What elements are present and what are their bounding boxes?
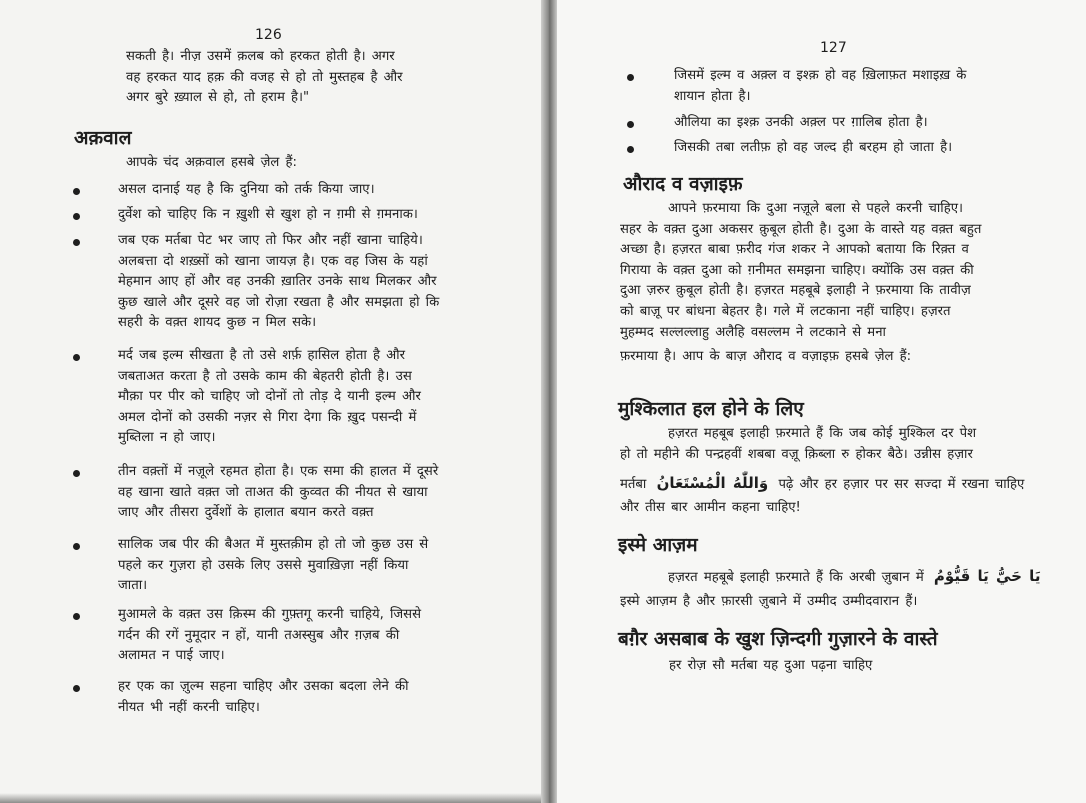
text-line: मौक़ा पर पीर को चाहिए जो दोनों तो तोड़ दे यानी इल्म और xyxy=(118,389,421,405)
section-paragraph xyxy=(669,656,872,677)
bullet-dot xyxy=(73,613,80,620)
text-line: असल दानाई यह है कि दुनिया को तर्क किया जाए। xyxy=(118,182,375,197)
text-line: सहरी के वक़्त शायद कुछ न मिल सके। xyxy=(118,315,317,331)
list-item xyxy=(118,605,421,667)
text-line: दुर्वेश को चाहिए कि न ख़ुशी से खुश हो न ग़मी से ग़मनाक। xyxy=(118,207,418,222)
text-line: नीयत भी नहीं करनी चाहिए। xyxy=(118,699,260,715)
text-line: जबताअत करता है तो उसके काम की बेहतरी होती है। उस xyxy=(118,368,412,384)
list-item xyxy=(118,180,375,201)
bullet-dot xyxy=(73,685,80,692)
bullet-dot xyxy=(73,188,80,195)
arabic-dua: وَاللّٰهُ الْمُسْتَعَانُ xyxy=(656,474,769,493)
text-line: कुछ खाले और दूसरे वह जो रोज़ा रखता है और समझता हो कि xyxy=(118,294,440,310)
text-line: मुआमले के वक़्त उस क़िस्म की गुफ़्तगू करनी चाहिये, जिससे xyxy=(118,607,422,622)
text-line: वह हरकत याद हक़ की वजह से हो तो मुस्तहब है और xyxy=(126,69,403,85)
text-line: मुब्तिला न हो जाए। xyxy=(118,430,216,446)
text-line: हज़रत महबूब इलाही फ़रमाते हैं कि जब कोई मुश्किल दर पेश xyxy=(668,426,977,441)
bullet-dot xyxy=(73,213,80,220)
text-line: अलामत न पाई जाए। xyxy=(118,648,225,664)
text-line: जब एक मर्तबा पेट भर जाए तो फिर और नहीं खाना चाहिये। xyxy=(118,233,423,248)
text-line: अच्छा है। हज़रत बाबा फ़रीद गंज शकर ने आपको बताया कि रिक़्त व xyxy=(620,242,969,258)
page-number: 126 xyxy=(255,27,282,43)
text-line: अमल दोनों को उसकी नज़र से गिरा देगा कि ख़ुद पसन्दी में xyxy=(118,409,417,425)
text-line: हर रोज़ सौ मर्तबा यह दुआ पढ़ना चाहिए xyxy=(669,658,873,673)
bullet-dot xyxy=(73,543,80,550)
bullet-dot xyxy=(73,470,80,477)
text-line: तीन वक़्तों में नज़ूले रहमत होता है। एक समा की हालत में दूसरे xyxy=(118,464,439,479)
bullet-dot xyxy=(627,146,634,153)
list-item xyxy=(118,205,418,226)
text-line: सालिक जब पीर की बैअत में मुस्तक़ीम हो तो जो कुछ उस से xyxy=(118,537,429,552)
bullet-dot xyxy=(627,121,634,128)
section-heading: औराद व वज़ाइफ़ xyxy=(623,173,743,195)
text-line: सहर के वक़्त दुआ अकसर क़ुबूल होती है। दुआ के वास्ते यह वक़्त बहुत xyxy=(620,221,982,237)
text-span: मर्तबा xyxy=(620,477,647,493)
text-line: दुआ ज़रुर क़ुबूल होती है। हज़रत महबूबे इलाही ने फ़रमाया कि तावीज़ xyxy=(620,283,971,299)
text-line: हो तो महीने की पन्द्रहवीं शबबा वज़ू क़िब्ला रु होकर बैठे। उन्नीस हज़ार xyxy=(620,446,973,462)
arabic-dua: يَا حَيُّ يَا قَيُّوْمُ xyxy=(933,567,1041,585)
text-line: को बाज़ू पर बांधना बेहतर है। गले में लटकाना नहीं चाहिए। हज़रत xyxy=(620,303,951,319)
text-line: मेहमान आए हों और वह उनकी ख़ातिर उनके साथ मिलकर और xyxy=(118,274,437,290)
text-line: औलिया का इश्क़ उनकी अक़्ल पर ग़ालिब होता है। xyxy=(674,115,928,130)
text-line: गिराया के वक़्त दुआ को ग़नीमत समझना चाहिए। क्योंकि उस वक़्त की xyxy=(620,262,974,278)
bullet-dot xyxy=(627,74,634,81)
text-line: मर्द जब इल्म सीखता है तो उसे शर्फ़ हासिल होता है और xyxy=(118,348,406,363)
list-item xyxy=(118,462,438,524)
section-paragraph xyxy=(620,424,1060,518)
book-gutter xyxy=(541,0,557,803)
text-line: हर एक का ज़ुल्म सहना चाहिए और उसका बदला लेने की xyxy=(118,679,409,694)
text-line: गर्दन की रगें नुमूदार न हों, यानी तअस्सुब और ग़ज़ब की xyxy=(118,627,400,643)
text-line: और तीस बार आमीन कहना चाहिए! xyxy=(620,499,801,515)
list-item xyxy=(674,66,966,107)
text-line: जाता। xyxy=(118,578,148,594)
page-number: 127 xyxy=(820,40,847,56)
list-item xyxy=(674,138,952,159)
section-heading: अक़वाल xyxy=(74,127,132,149)
opening-paragraph xyxy=(126,47,403,109)
bullet-dot xyxy=(73,239,80,246)
list-item xyxy=(118,231,439,334)
text-span: पढ़े और हर हज़ार पर सर सज्दा में रखना चाहिए xyxy=(778,477,1025,493)
section-intro: आपके चंद अक़वाल हसबे ज़ेल हैं: xyxy=(126,155,297,170)
section-heading: बग़ैर असबाब के खुश ज़िन्दगी गुज़ारने के वास्ते xyxy=(618,628,938,650)
text-line: सकती है। नीज़ उसमें क़लब को हरकत होती है। अगर xyxy=(126,49,395,64)
text-line: वह खाना खाते वक़्त जो ताअत की कुव्वत की नीयत से खाया xyxy=(118,484,428,500)
section-heading: इस्मे आज़म xyxy=(618,534,698,556)
text-line: अगर बुरे ख़्याल से हो, तो हराम है।" xyxy=(126,90,310,106)
text-line: इस्मे आज़म है और फ़ारसी ज़ुबाने में उम्मीद उम्मीदवारान हैं। xyxy=(620,593,918,609)
section-paragraph xyxy=(620,199,1040,368)
text-span: हज़रत महबूबे इलाही फ़रमाते हैं कि अरबी ज़ुबान में xyxy=(668,570,924,585)
text-line: जाए और तीसरा दुर्वेशों के हालात बयान करते वक़्त xyxy=(118,505,374,521)
section-heading: मुश्किलात हल होने के लिए xyxy=(618,398,804,420)
text-line: जिसमें इल्म व अक़्ल व इश्क़ हो वह ख़िलाफ़त मशाइख़ के xyxy=(674,68,967,83)
text-line: मुहम्मद सल्लल्लाहु अलैहि वसल्लम ने लटकाने से मना xyxy=(620,324,886,340)
text-line-with-arabic xyxy=(620,473,1060,496)
page-edge-shadow xyxy=(0,793,548,803)
text-line: शायान होता है। xyxy=(674,88,751,104)
list-item xyxy=(118,346,421,449)
text-line: आपने फ़रमाया कि दुआ नज़ूले बला से पहले करनी चाहिए। xyxy=(668,201,963,216)
section-paragraph xyxy=(620,566,1070,612)
list-item xyxy=(674,113,928,134)
right-page xyxy=(548,0,1086,803)
list-item xyxy=(118,677,409,718)
text-line: पहले कर गुज़रा हो उसके लिए उससे मुवाख़िज़ा नहीं किया xyxy=(118,557,409,573)
bullet-dot xyxy=(73,354,80,361)
text-line: जिसकी तबा लतीफ़ हो वह जल्द ही बरहम हो जाता है। xyxy=(674,140,953,155)
list-item xyxy=(118,535,428,597)
text-line: फ़रमाया है। आप के बाज़ औराद व वज़ाइफ़ हसबे ज़ेल हैं: xyxy=(620,349,912,365)
text-line-with-arabic xyxy=(620,566,1070,589)
text-line: अलबत्ता दो शख़्सों को खाना जायज़ है। एक वह जिस के यहां xyxy=(118,253,428,269)
